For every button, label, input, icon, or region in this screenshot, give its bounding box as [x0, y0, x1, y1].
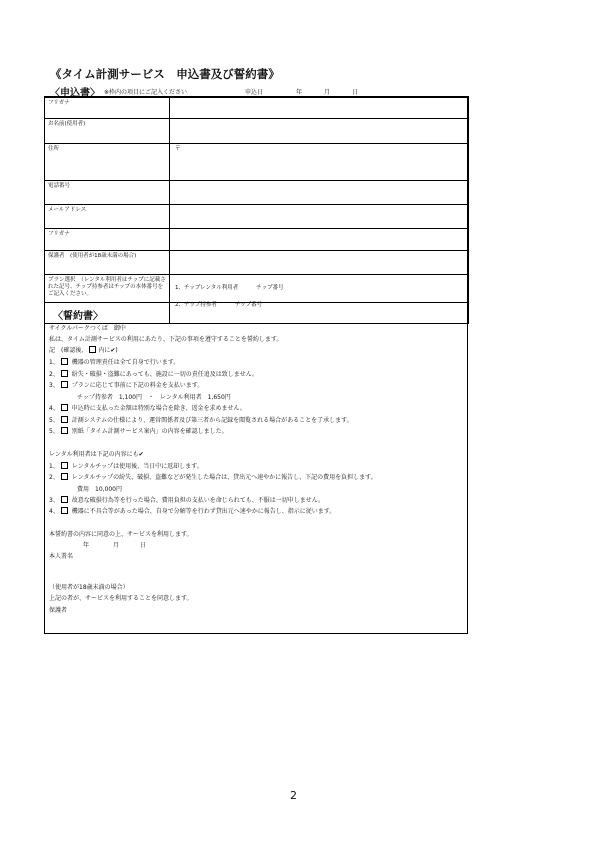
guardian-sign-label: 保護者 — [49, 607, 68, 614]
rental-4-checkbox[interactable] — [61, 507, 68, 514]
application-day-label: 日 — [352, 89, 359, 96]
plan-label: プラン選択 （レンタル利用者はチップに記載された記号、チップ持参者はチップの本体番号をご記入ください。 — [45, 275, 170, 324]
pledge-section — [44, 302, 468, 634]
sign-day-label: 日 — [140, 542, 147, 549]
check-mark-icon: ✔) — [110, 347, 118, 354]
signature-label: 本人署名 — [49, 553, 74, 560]
item-4-checkbox[interactable] — [61, 404, 68, 411]
sign-month-label: 月 — [113, 542, 120, 549]
sign-year-label: 年 — [83, 542, 90, 549]
rental-fee: 費用 10,000円 — [77, 486, 122, 493]
pledge-item-5: 5、 計測システムの仕様により、運営関係者及び第三者から記録を閲覧される場合があることを了承します。 — [49, 417, 353, 424]
pledge-item-2: 2、 紛失・破損・盗難にあっても、施設に一切の責任追及は致しません。 — [49, 371, 259, 378]
plan-option-1[interactable]: 1、チップレンタル利用者 チップ番号 — [175, 285, 284, 291]
furigana-label: フリガナ — [45, 97, 170, 119]
item-6-checkbox[interactable] — [61, 427, 68, 434]
phone-label: 電話番号 — [45, 181, 170, 205]
application-form-table — [44, 96, 469, 324]
rental-item-1: 1、 レンタルチップは使用後、当日中に返却します。 — [49, 463, 203, 470]
pledge-item-6: 5、 別紙「タイム計測サービス案内」の内容を確認しました。 — [49, 428, 228, 435]
rental-2-checkbox[interactable] — [61, 473, 68, 480]
phone-field[interactable] — [170, 181, 469, 205]
plan-option-2[interactable]: 2、チップ持参者 チップ番号 — [175, 302, 263, 309]
guardian-label: 保護者 (使用者が18歳未満の場合) — [45, 251, 170, 275]
guardian-agree: 上記の者が、サービスを利用することを同意します。 — [49, 595, 193, 602]
address-field[interactable] — [170, 144, 469, 181]
application-year-label: 年 — [296, 89, 303, 96]
checkbox-icon — [89, 346, 96, 353]
email-field[interactable] — [170, 205, 469, 229]
rental-item-2: 2、 レンタルチップの紛失、破損、盗難などが発生した場合は、貸出元へ速やかに報告し、下記の費用を負担します。 — [49, 474, 377, 481]
pledge-heading: 〈誓約書〉 — [53, 311, 103, 322]
name-field[interactable] — [170, 119, 469, 144]
page-number: 2 — [290, 789, 297, 802]
name-label: お名前(使用者) — [45, 119, 170, 144]
agree-statement: 本誓約書の内容に同意の上、サービスを利用します。 — [49, 531, 193, 538]
pledge-item-3: 3、 プランに応じて事前に下記の料金を支払います。 — [49, 382, 204, 389]
item-2-checkbox[interactable] — [61, 370, 68, 377]
pledge-item-1: 1、 機器の管理責任は全て自身で行います。 — [49, 359, 180, 366]
application-date-label: 申込日 — [245, 89, 264, 96]
application-note: ※枠内の項目にご記入ください — [104, 89, 188, 96]
item-1-checkbox[interactable] — [61, 358, 68, 365]
furigana2-label: フリガナ — [45, 229, 170, 251]
furigana2-field[interactable] — [170, 229, 469, 251]
rental-item-4: 4、 機器に不具合等があった場合、自身で分解等を行わず貸出元へ速やかに報告し、指示に従います。 — [49, 508, 336, 515]
item-3-checkbox[interactable] — [61, 381, 68, 388]
email-label: メールアドレス — [45, 205, 170, 229]
pledge-intro: 私は、タイム計測サービスの利用にあたり、下記の事項を遵守することを誓約します。 — [49, 336, 283, 343]
rental-item-3: 3、 故意な破損行為等を行った場合、費用負担の支払いを命じられても、不服は一切申しません。 — [49, 497, 325, 504]
item-5-checkbox[interactable] — [61, 416, 68, 423]
pledge-note: 記 (確認後、 内に✔) — [49, 347, 118, 354]
postal-mark: 〒 — [175, 146, 181, 152]
check-mark-icon: ✔ — [138, 451, 144, 458]
application-heading: 〈申込書〉 — [50, 88, 100, 99]
address-label: 住所 — [45, 144, 170, 181]
rental-heading: レンタル利用者は下記の内容にも✔ — [49, 451, 144, 458]
document-title: 《タイム計測サービス 申込書及び誓約書》 — [50, 67, 280, 81]
pledge-fees: チップ持参者 1,100円 ・ レンタル利用者 1,650円 — [77, 394, 231, 401]
pledge-addressee: サイクルパークつくば 御中 — [49, 325, 126, 332]
guardian-field[interactable] — [170, 251, 469, 275]
rental-1-checkbox[interactable] — [61, 462, 68, 469]
furigana-field[interactable] — [170, 97, 469, 119]
application-month-label: 月 — [324, 89, 331, 96]
pledge-item-4: 4、 申込時に支払った金額は特別な場合を除き、返金を求めません。 — [49, 405, 246, 412]
rental-3-checkbox[interactable] — [61, 496, 68, 503]
minor-note: （使用者が18歳未満の場合） — [49, 584, 129, 591]
